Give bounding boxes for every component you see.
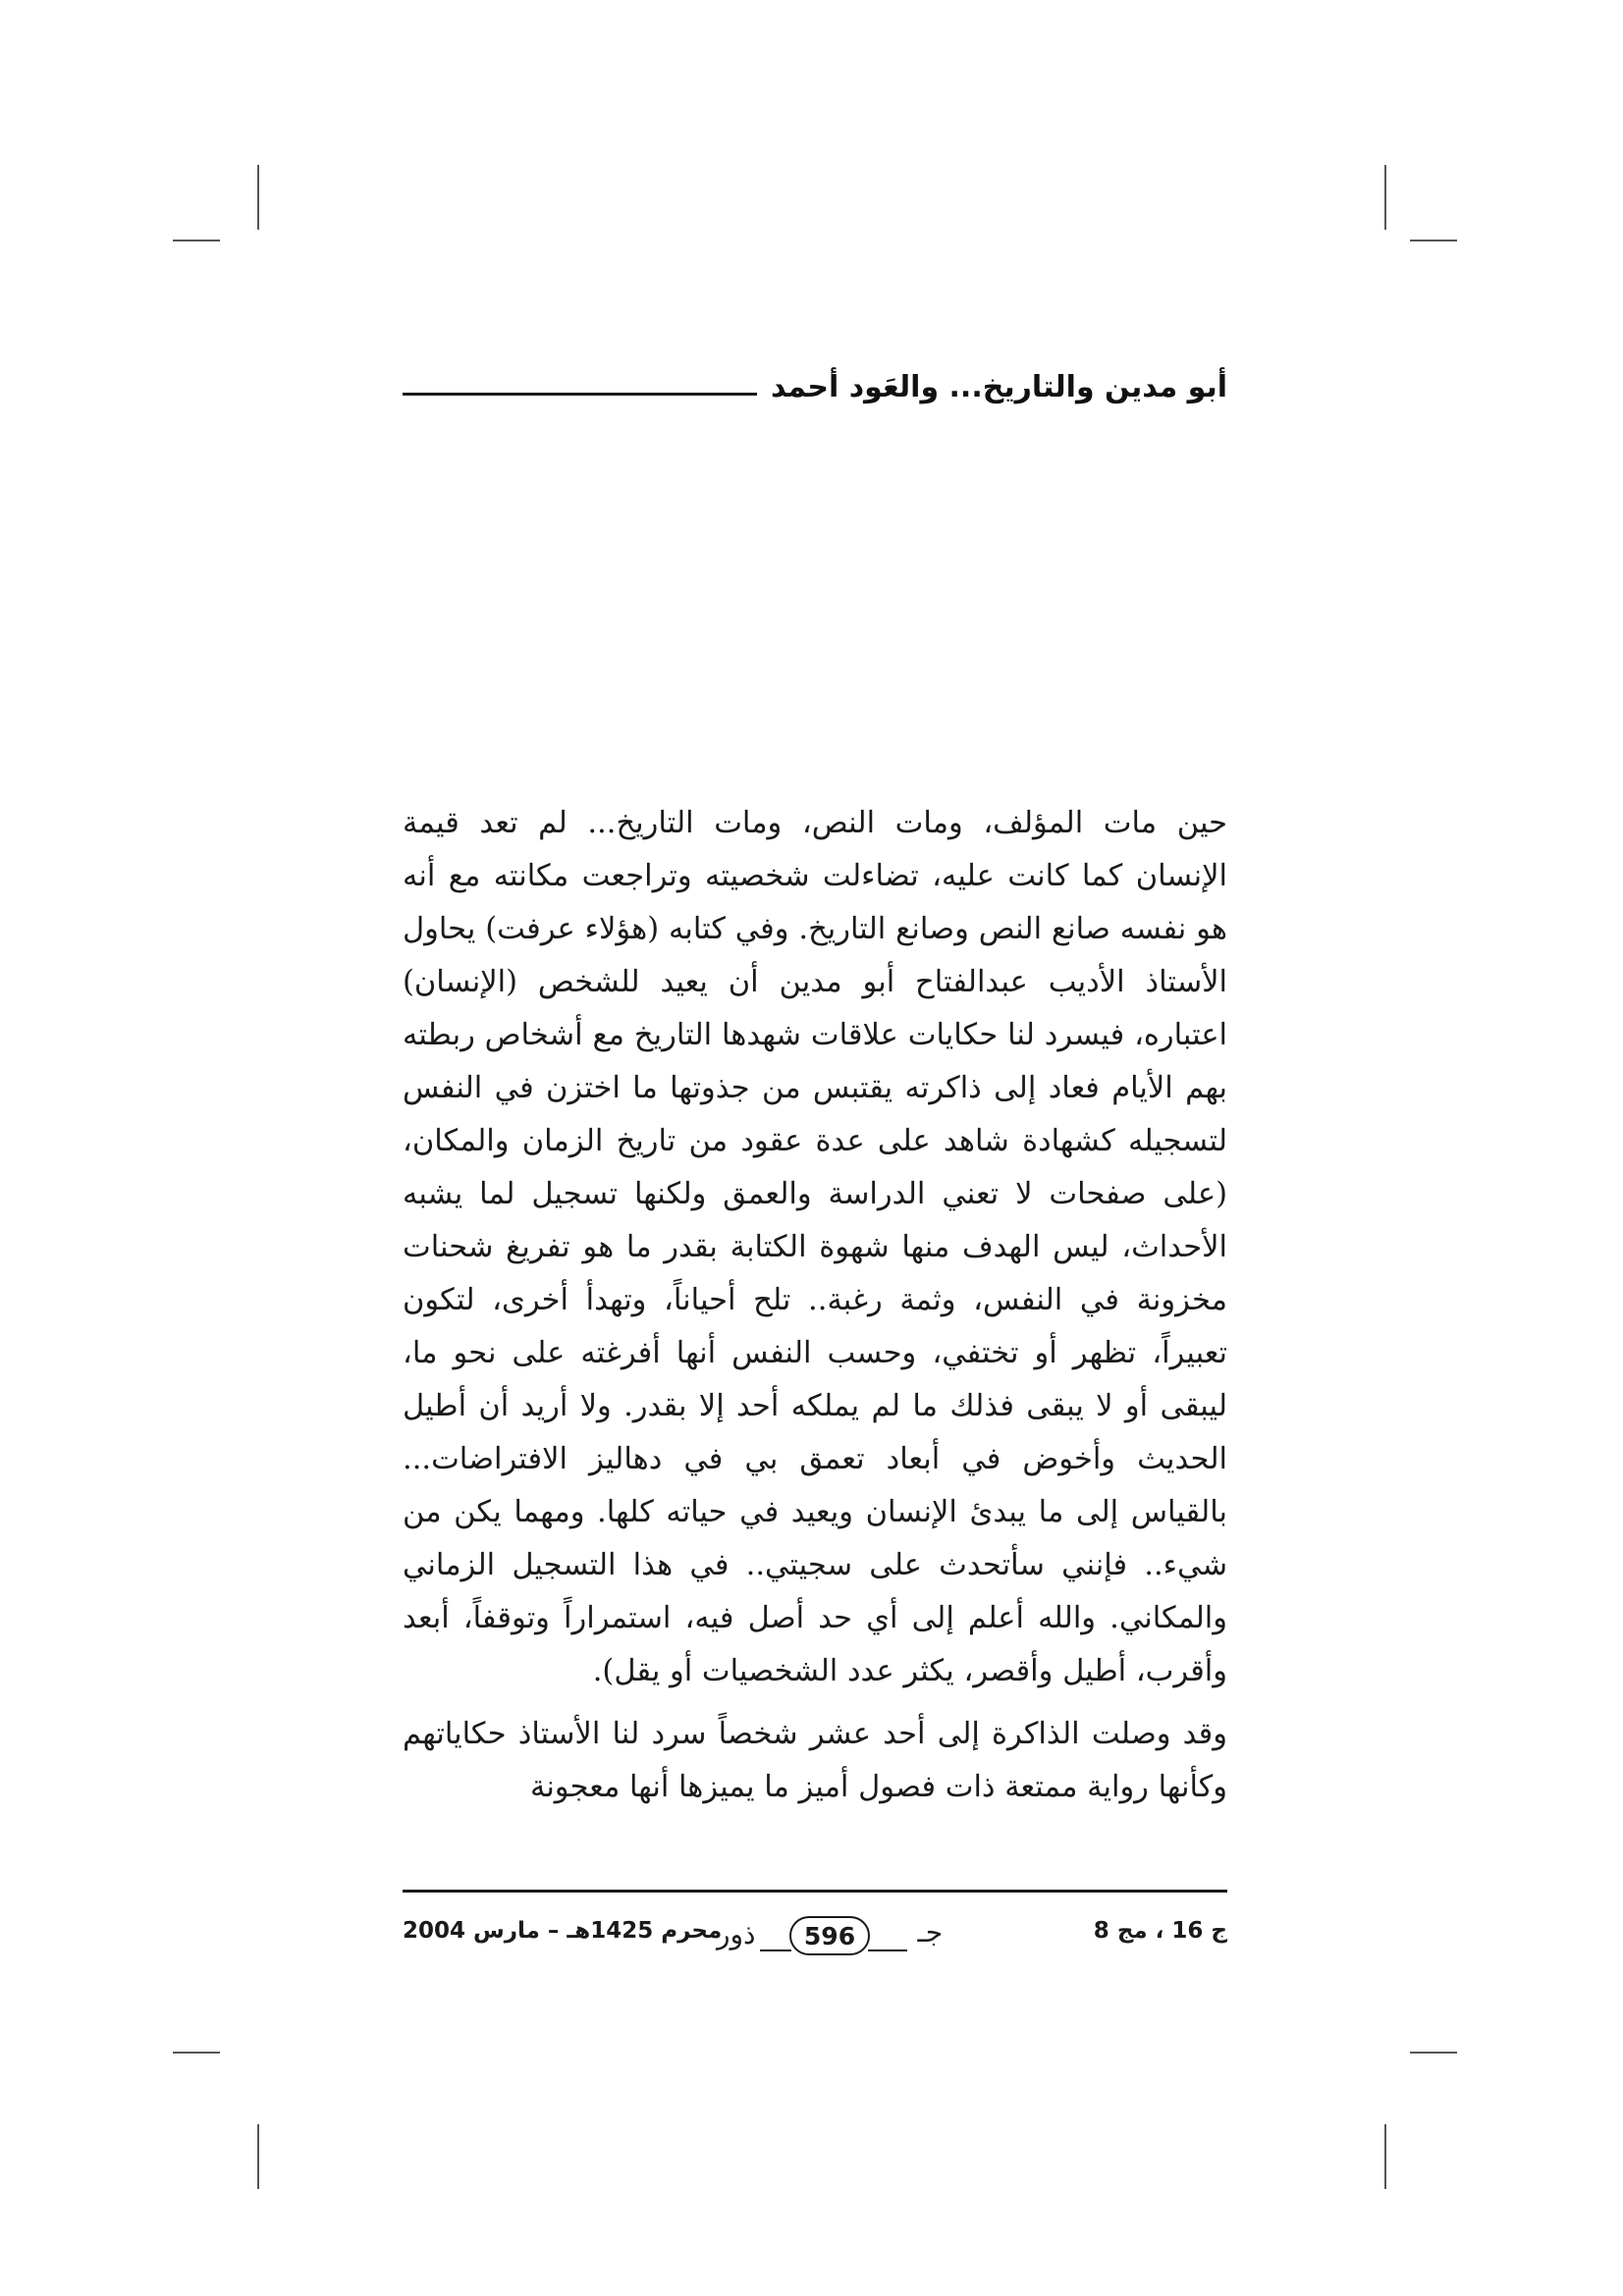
- paragraph: وقد وصلت الذاكرة إلى أحد عشر شخصاً سرد لنا الأستاذ حكاياتهم وكأنها رواية ممتعة ذات فصول أميز ما يميزها أنها معجونة: [403, 1717, 1227, 1804]
- article-body: [403, 797, 1227, 1814]
- logo-line-left: [760, 1949, 791, 1951]
- crop-mark-bottom-left-horizontal: [173, 2052, 220, 2054]
- crop-mark-top-left-vertical: [257, 165, 259, 230]
- crop-mark-bottom-right-horizontal: [1410, 2052, 1457, 2054]
- crop-mark-bottom-right-vertical: [1384, 2124, 1386, 2189]
- magazine-logo: [717, 1912, 943, 1959]
- page-footer: [403, 1912, 1227, 1961]
- crop-mark-bottom-left-vertical: [257, 2124, 259, 2189]
- crop-mark-top-right-horizontal: [1410, 240, 1457, 241]
- magazine-logo-left-text: ذور: [717, 1918, 756, 1950]
- running-head-rule: [403, 393, 757, 396]
- running-title: أبو مدين والتاريخ... والعَود أحمد: [770, 369, 1227, 404]
- running-head: [403, 365, 1227, 408]
- footer-rule: [403, 1890, 1227, 1893]
- page-number: 596: [789, 1916, 870, 1955]
- paragraph: حين مات المؤلف، ومات النص، ومات التاريخ... لم تعد قيمة الإنسان كما كانت عليه، تضاءلت شخصيته وتراجعت مكانته مع أنه هو نفسه صانع النص وصانع التاريخ. وفي كتابه (هؤلاء عرفت) يحاول الأستاذ الأديب عبدالفتاح أبو مدين أن يعيد للشخص (الإنسان) اعتباره، فيسرد لنا حكايات علاقات شهدها التاريخ مع أشخاص ربطته بهم الأيام فعاد إلى ذاكرته يقتبس من جذوتها ما اختزن في النفس لتسجيله كشهادة شاهد على عدة عقود من تاريخ الزمان والمكان، (على صفحات لا تعني الدراسة والعمق ولكنها تسجيل لما يشبه الأحداث، ليس الهدف منها شهوة الكتابة بقدر ما هو تفريغ شحنات مخزونة في النفس، وثمة رغبة.. تلح أحياناً، وتهدأ أخرى، لتكون تعبيراً، تظهر أو تختفي، وحسب النفس أنها أفرغته على نحو ما، ليبقى أو لا يبقى فذلك ما لم يملكه أحد إلا بقدر. ولا أريد أن أطيل الحديث وأخوض في أبعاد تعمق بي في دهاليز الافتراضات... بالقياس إلى ما يبدئ الإنسان ويعيد في حياته كلها. ومهما يكن من شيء.. فإنني سأتحدث على سجيتي.. في هذا التسجيل الزماني والمكاني. والله أعلم إلى أي حد أصل فيه، استمراراً وتوقفاً، أبعد وأقرب، أطيل وأقصر، يكثر عدد الشخصيات أو يقل).: [403, 806, 1227, 1688]
- issue-date: محرم 1425هـ – مارس 2004: [403, 1918, 723, 1944]
- logo-line-right: [868, 1949, 907, 1951]
- crop-mark-top-left-horizontal: [173, 240, 220, 241]
- crop-mark-top-right-vertical: [1384, 165, 1386, 230]
- issue-info: ج 16 ، مج 8: [1093, 1918, 1227, 1944]
- magazine-logo-right-text: جـ: [917, 1916, 943, 1949]
